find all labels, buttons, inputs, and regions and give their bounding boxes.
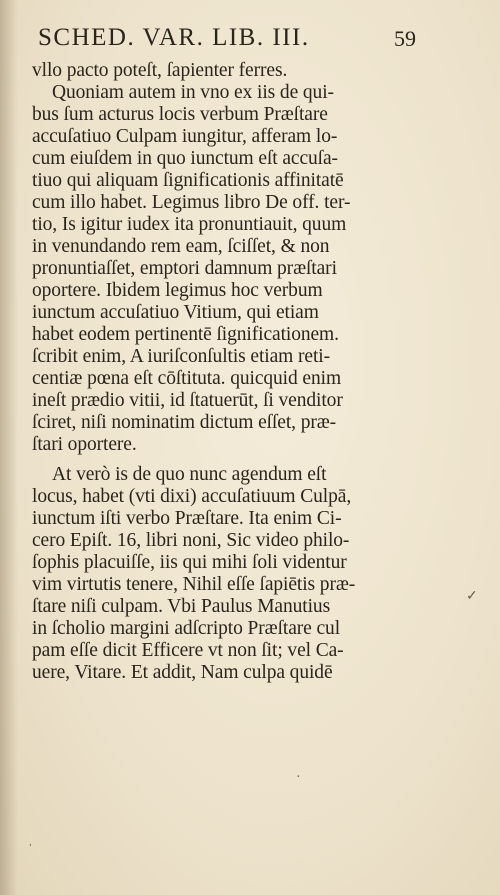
text-line: oportere. Ibidem legimus hoc verbum (32, 280, 323, 301)
text-line: bus ſum acturus locis verbum Præſtare (32, 104, 328, 125)
text-line: ſcribit enim, A iuriſconſultis etiam reti- (32, 346, 330, 367)
text-line: At verò is de quo nunc agendum eſt (52, 464, 327, 485)
text-line: pam eſſe dicit Efficere vt non ſit; vel Ca- (32, 640, 344, 661)
text-line: cum illo habet. Legimus libro De off. ter- (32, 192, 351, 213)
text-line: cum eiuſdem in quo iunctum eſt accuſa- (32, 148, 338, 169)
text-line: ſophis placuiſſe, iis qui mihi ſoli videntur (32, 552, 347, 573)
text-line: centiæ pœna eſt cōſtituta. quicquid enim (32, 368, 342, 389)
text-line: locus, habet (vti dixi) accuſatiuum Culpā, (32, 486, 352, 507)
text-line: ſtari oportere. (32, 434, 137, 455)
text-line: tiuo qui aliquam ſignificationis affinitatē (32, 170, 344, 191)
text-line: in venundando rem eam, ſciſſet, & non (32, 236, 330, 257)
page-header (38, 24, 478, 54)
margin-mark: ˌ (28, 832, 33, 847)
running-head: SCHED. VAR. LIB. III. (38, 24, 310, 51)
ink-speck: · (296, 770, 301, 785)
text-line: iunctum iſti verbo Præſtare. Ita enim Ci- (32, 508, 342, 529)
text-line: Quoniam autem in vno ex iis de qui- (52, 82, 334, 103)
text-line: iunctum accuſatiuo Vitium, qui etiam (32, 302, 319, 323)
text-line: ineſt prædio vitii, id ſtatuerūt, ſi venditor (32, 390, 343, 411)
text-line: in ſcholio margini adſcripto Præſtare cul (32, 618, 341, 639)
text-line: vllo pacto poteſt, ſapienter ferres. (32, 60, 288, 81)
text-line: ſtare niſi culpam. Vbi Paulus Manutius (32, 596, 331, 617)
text-line: cero Epiſt. 16, libri noni, Sic video philo- (32, 530, 350, 551)
text-line: accuſatiuo Culpam iungitur, afferam lo- (32, 126, 338, 147)
page-number: 59 (394, 26, 416, 51)
text-line: tio, Is igitur iudex ita pronuntiauit, quum (32, 214, 347, 235)
text-line: uere, Vitare. Et addit, Nam culpa quidē (32, 662, 333, 683)
text-line: ſciret, niſi nominatim dictum eſſet, præ- (32, 412, 337, 433)
text-line: pronuntiaſſet, emptori damnum præſtari (32, 258, 337, 279)
margin-mark: ✓ (466, 589, 478, 604)
gutter-shadow (0, 0, 18, 895)
text-line: vim virtutis tenere, Nihil eſſe ſapiētis præ- (32, 574, 356, 595)
text-line: habet eodem pertinentē ſignificationem. (32, 324, 339, 345)
